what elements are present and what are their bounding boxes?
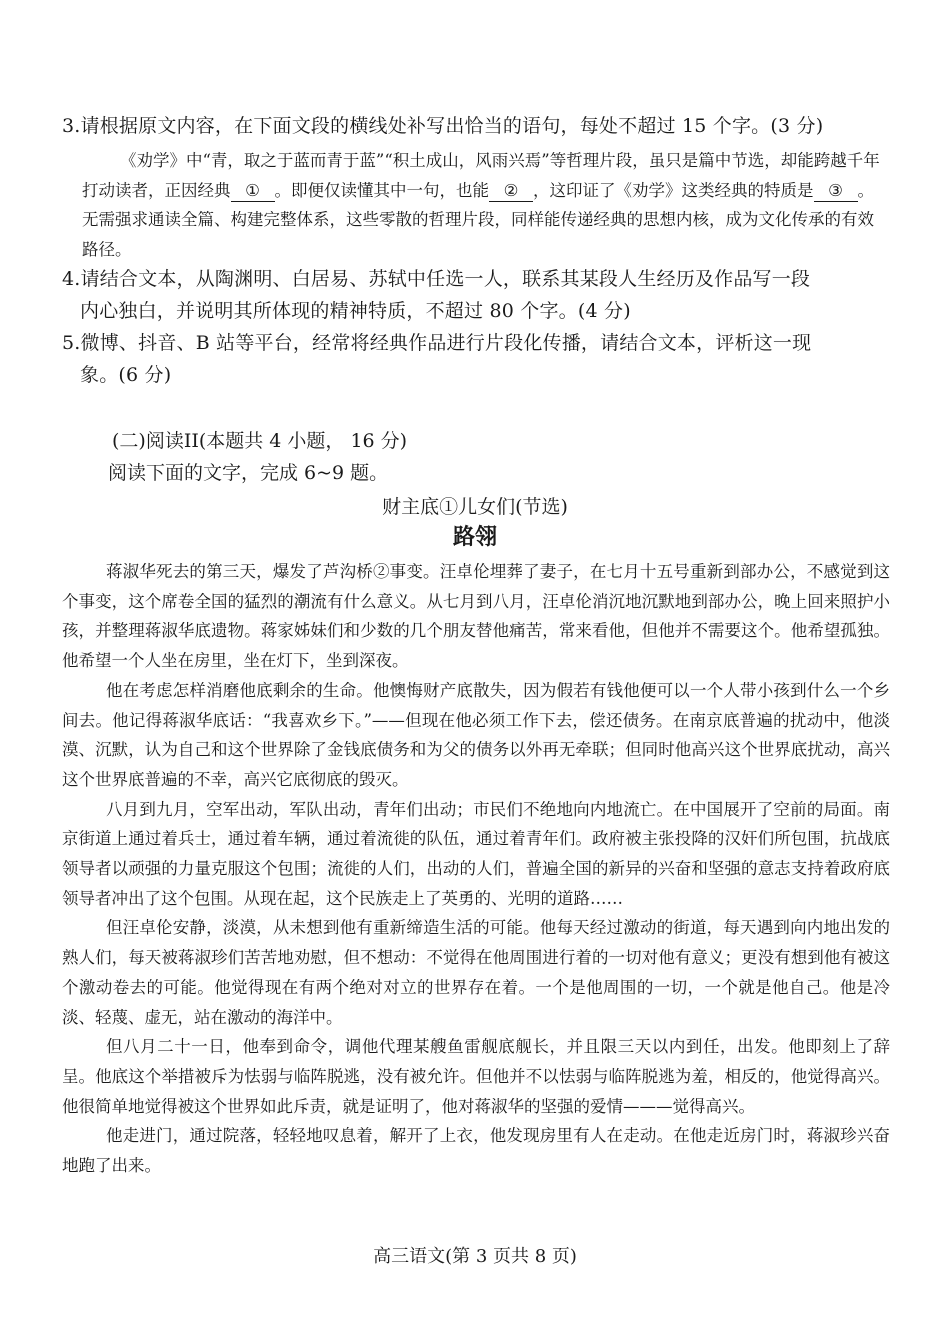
article-paragraph: 但八月二十一日，他奉到命令，调他代理某艘鱼雷舰底舰长，并且限三天以内到任，出发。他即刻上了辞呈。他底这个举措被斥为怯弱与临阵脱逃，没有被允许。但他并不以怯弱与临阵脱逃为羞，相反的，他觉得高兴。他很简单地觉得被这个世界如此斥责，就是证明了，他对蒋淑华的坚强的爱情———觉得高兴。: [62, 1037, 890, 1116]
q3-passage-part4: 。无需强求通读全篇、构建完整体系，这些零散的哲理片段，同样能传递经典的思想内核，成为文化传承的有效路径。: [82, 180, 874, 259]
question-5-line1: 5.微博、抖音、B 站等平台，经常将经典作品进行片段化传播，请结合文本，评析这一现: [62, 332, 812, 354]
article-title: 财主底①儿女们(节选): [382, 496, 568, 518]
page-footer: 高三语文(第 3 页共 8 页): [373, 1246, 577, 1267]
q3-passage-part3: ，这印证了《劝学》这类经典的特质是: [533, 180, 814, 200]
question-4-line1: 4.请结合文本，从陶渊明、白居易、苏轼中任选一人，联系其某段人生经历及作品写一段: [62, 268, 811, 290]
question-5-line2: 象。(6 分): [80, 364, 172, 386]
q3-blank-2: ②: [489, 181, 533, 202]
question-3-prompt: 3.请根据原文内容，在下面文段的横线处补写出恰当的语句，每处不超过 15 个字。(3 分): [62, 115, 824, 137]
q3-blank-1: ①: [231, 181, 275, 202]
article-paragraph: 蒋淑华死去的第三天，爆发了芦沟桥②事变。汪卓伦埋葬了妻子，在七月十五号重新到部办公，不感觉到这个事变，这个席卷全国的猛烈的潮流有什么意义。从七月到八月，汪卓伦消沉地沉默地到部办公，晚上回来照护小孩，并整理蒋淑华底遗物。蒋家姊妹们和少数的几个朋友替他痛苦，常来看他，但他并不需要这个。他希望孤独。他希望一个人坐在房里，坐在灯下，坐到深夜。: [62, 562, 890, 671]
question-4: [62, 263, 892, 327]
question-3-passage: [82, 146, 890, 264]
article-body: [62, 557, 890, 1181]
article-paragraph: 他在考虑怎样消磨他底剩余的生命。他懊悔财产底散失，因为假若有钱他便可以一个人带小孩到什么一个乡间去。他记得蒋淑华底话：“我喜欢乡下。”——但现在他必须工作下去，偿还债务。在南京底普遍的扰动中，他淡漠、沉默，认为自己和这个世界除了金钱底债务和为父的债务以外再无牵联；但同时他高兴这个世界底扰动，高兴这个世界底普遍的不幸，高兴它底彻底的毁灭。: [62, 680, 890, 789]
question-4-line2: 内心独白，并说明其所体现的精神特质，不超过 80 个字。(4 分): [80, 300, 631, 322]
q3-blank-3: ③: [814, 181, 858, 202]
section-heading: (二)阅读II(本题共 4 小题， 16 分): [112, 430, 408, 452]
question-5: [62, 327, 892, 391]
article-paragraph: 但汪卓伦安静，淡漠，从未想到他有重新缔造生活的可能。他每天经过激动的街道，每天遇到向内地出发的熟人们，每天被蒋淑珍们苦苦地劝慰，但不想动：不觉得在他周围进行着的一切对他有意义；更没有想到他有被这个激动卷去的可能。他觉得现在有两个绝对对立的世界存在着。一个是他周围的一切，一个就是他自己。他是冷淡、轻蔑、虚无，站在激动的海洋中。: [62, 918, 890, 1027]
article-author: 路翎: [452, 525, 497, 550]
article-paragraph: 八月到九月，空军出动，军队出动，青年们出动；市民们不绝地向内地流亡。在中国展开了空前的局面。南京街道上通过着兵士，通过着车辆，通过着流徙的队伍，通过着青年们。政府被主张投降的汉奸们所包围，抗战底领导者以顽强的力量克服这个包围；流徙的人们，出动的人们，普遍全国的新异的兴奋和坚强的意志支持着政府底领导者冲出了这个包围。从现在起，这个民族走上了英勇的、光明的道路……: [62, 799, 890, 908]
q3-passage-part2: 。即便仅读懂其中一句，也能: [274, 180, 489, 200]
q3-passage-part1: 《劝学》中“青，取之于蓝而青于蓝”“积土成山，风雨兴焉”等哲理片段，虽只是篇中节选，却能跨越千年打动读者，正因经典: [82, 151, 880, 200]
section-instruction: 阅读下面的文字，完成 6~9 题。: [108, 462, 389, 484]
article-paragraph: 他走进门，通过院落，轻轻地叹息着，解开了上衣，他发现房里有人在走动。在他走近房门时，蒋淑珍兴奋地跑了出来。: [62, 1126, 890, 1176]
